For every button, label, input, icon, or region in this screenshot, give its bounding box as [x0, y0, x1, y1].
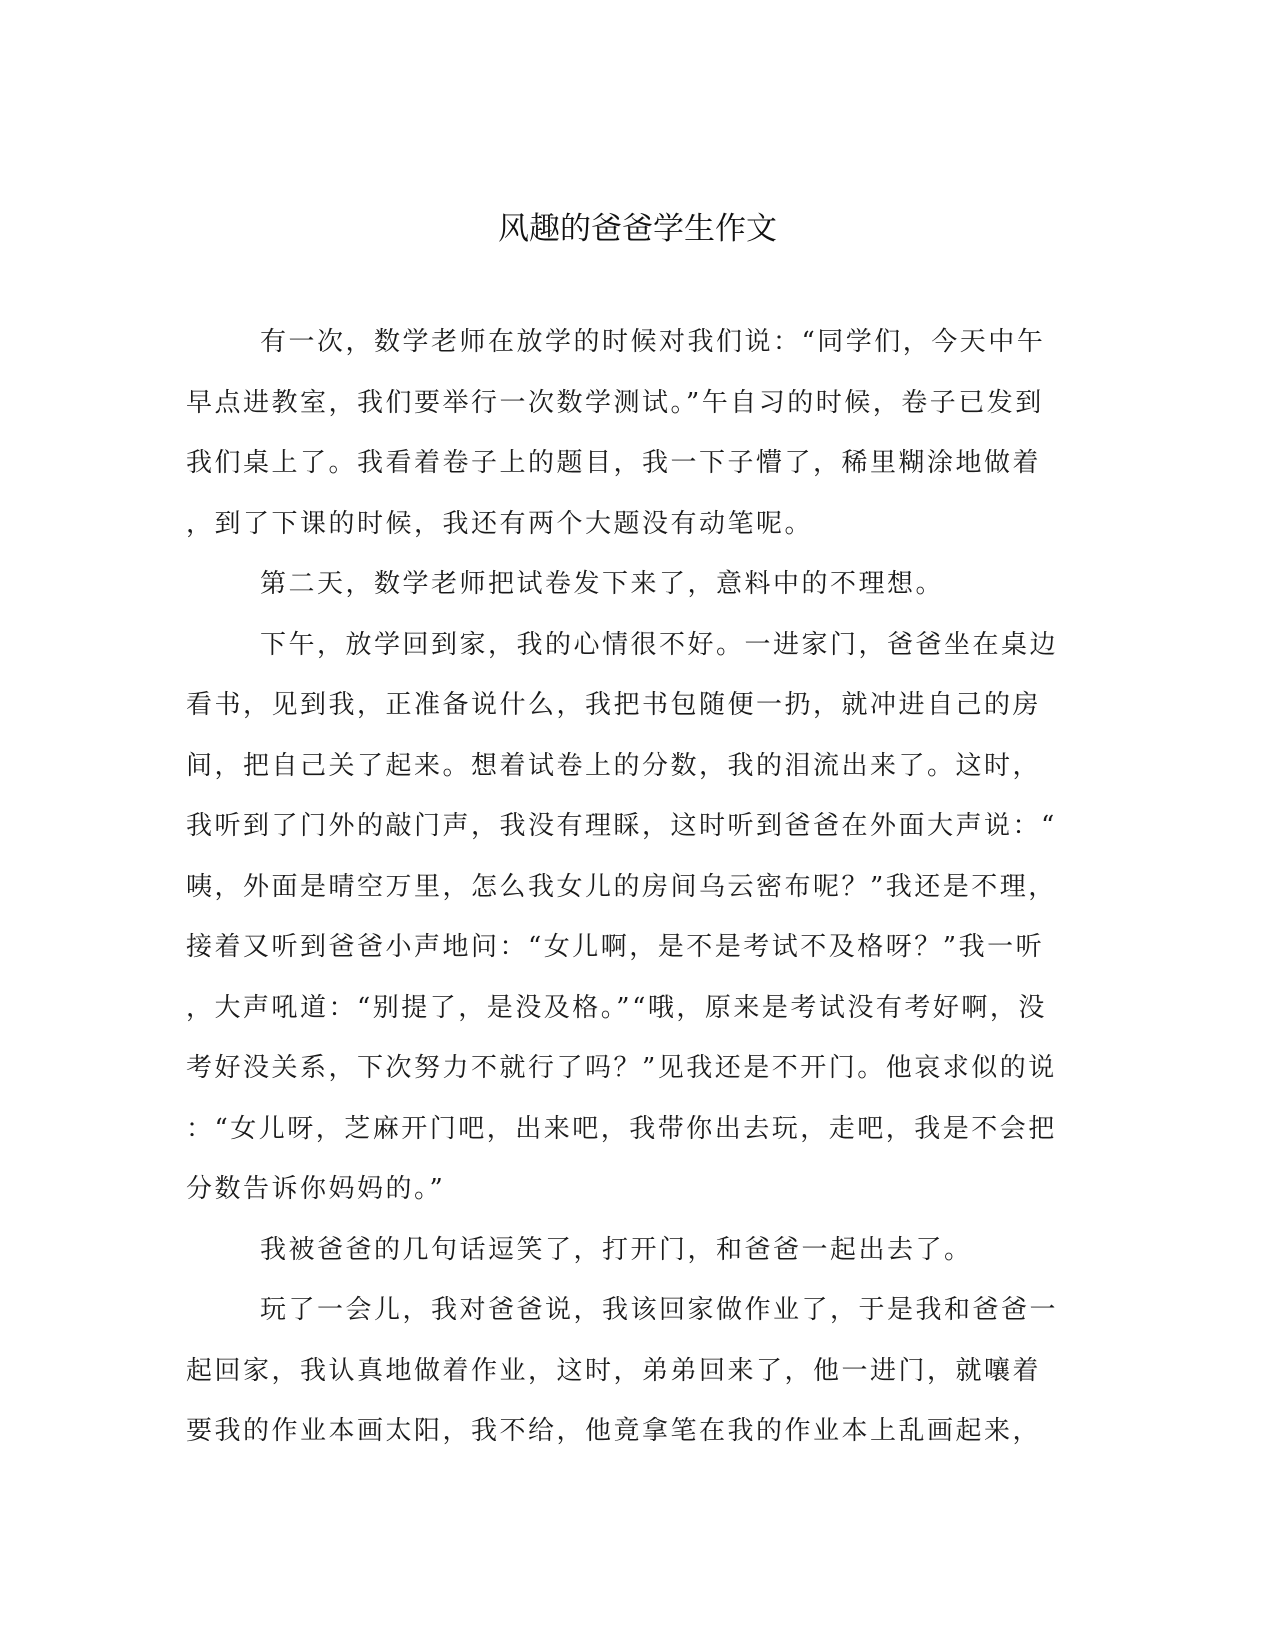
text-line: 我们桌上了。我看着卷子上的题目，我一下子懵了，稀里糊涂地做着: [186, 448, 1042, 478]
text-line: ，到了下课的时候，我还有两个大题没有动笔呢。: [186, 508, 814, 539]
text-line: 考好没关系，下次努力不就行了吗？”见我还是不开门。他哀求似的说: [186, 1053, 1057, 1083]
text-line: 我被爸爸的几句话逗笑了，打开门，和爸爸一起出去了。: [260, 1234, 973, 1265]
essay-body: [186, 312, 1066, 1462]
text-line: 第二天，数学老师把试卷发下来了，意料中的不理想。: [260, 569, 945, 599]
text-line: 玩了一会儿，我对爸爸说，我该回家做作业了，于是我和爸爸一: [260, 1295, 1059, 1325]
text-line: 接着又听到爸爸小声地问：“女儿啊，是不是考试不及格呀？”我一听: [186, 932, 1045, 962]
text-line: 咦，外面是晴空万里，怎么我女儿的房间乌云密布呢？”我还是不理，: [186, 871, 1057, 902]
text-line: 间，把自己关了起来。想着试卷上的分数，我的泪流出来了。这时，: [186, 750, 1042, 781]
text-line: 早点进教室，我们要举行一次数学测试。”午自习的时候，卷子已发到: [186, 387, 1044, 418]
text-line: 我听到了门外的敲门声，我没有理睬，这时听到爸爸在外面大声说：“: [186, 811, 1057, 841]
text-line: ，大声吼道：“别提了，是没及格。”“哦，原来是考试没有考好啊，没: [186, 992, 1047, 1023]
text-line: 要我的作业本画太阳，我不给，他竟拿笔在我的作业本上乱画起来，: [186, 1416, 1042, 1446]
text-line: 下午，放学回到家，我的心情很不好。一进家门，爸爸坐在桌边: [260, 629, 1059, 660]
text-line: ：“女儿呀，芝麻开门吧，出来吧，我带你出去玩，走吧，我是不会把: [186, 1113, 1057, 1144]
page-title: 风趣的爸爸学生作文: [498, 211, 777, 247]
text-line: 看书，见到我，正准备说什么，我把书包随便一扔，就冲进自己的房: [186, 690, 1042, 720]
text-line: 分数告诉你妈妈的。”: [186, 1174, 446, 1204]
text-line: 有一次，数学老师在放学的时候对我们说：“同学们，今天中午: [260, 327, 1046, 357]
text-line: 起回家，我认真地做着作业，这时，弟弟回来了，他一进门，就嚷着: [186, 1355, 1042, 1386]
